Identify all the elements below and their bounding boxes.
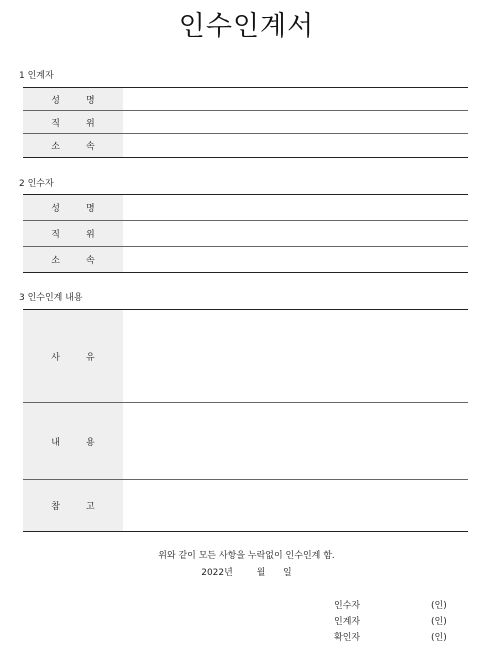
- section-1-label: 1 인계자: [19, 71, 54, 81]
- content-row: [23, 403, 468, 480]
- handover-receiver-table: [23, 194, 468, 273]
- name-row: [23, 195, 468, 221]
- document-title: 인수인계서: [178, 11, 315, 42]
- handover-giver-table: [23, 87, 468, 158]
- reason-label-char-2: 유: [86, 352, 95, 363]
- notes-label: [23, 480, 123, 531]
- date-month: 월: [256, 568, 266, 578]
- position-label-char-2: 위: [86, 230, 95, 240]
- content-label-char-1: 내: [51, 437, 60, 448]
- seal-mark: (인): [431, 633, 447, 643]
- date-line: [0, 565, 493, 578]
- notes-label-char-1: 참: [51, 502, 60, 512]
- position-row: [23, 111, 468, 134]
- name-label: [23, 88, 123, 110]
- reason-value[interactable]: [123, 310, 468, 402]
- content-label: [23, 403, 123, 479]
- reason-label-char-1: 사: [51, 352, 60, 363]
- name-value[interactable]: [123, 195, 468, 220]
- name-label-char-2: 명: [86, 95, 95, 106]
- department-label-char-1: 소: [51, 142, 60, 152]
- department-label: [23, 134, 123, 157]
- section-2-label: 2 인수자: [19, 179, 54, 189]
- notes-label-char-2: 고: [86, 502, 95, 512]
- department-label-char-2: 속: [86, 142, 95, 152]
- position-value[interactable]: [123, 111, 468, 133]
- notes-row: [23, 480, 468, 531]
- date-day: 일: [283, 568, 292, 578]
- seal-mark: (인): [431, 601, 447, 611]
- position-label-char-1: 직: [51, 118, 60, 129]
- reason-row: [23, 310, 468, 403]
- signature-role: 인수자: [334, 601, 361, 611]
- content-label-char-2: 용: [86, 437, 95, 448]
- name-label: [23, 195, 123, 220]
- department-row: [23, 134, 468, 157]
- department-label: [23, 247, 123, 272]
- content-value[interactable]: [123, 403, 468, 479]
- signature-role: 인계자: [334, 617, 361, 627]
- position-label: [23, 221, 123, 246]
- confirmation-statement: 위와 같이 모든 사항을 누락없이 인수인계 함.: [158, 551, 335, 561]
- position-label-char-2: 위: [86, 118, 95, 129]
- department-row: [23, 247, 468, 272]
- section-3-label: 3 인수인계 내용: [19, 293, 83, 303]
- name-row: [23, 88, 468, 111]
- name-label-char-1: 성: [51, 95, 60, 106]
- department-value[interactable]: [123, 247, 468, 272]
- date-year: 2022년: [201, 568, 233, 578]
- handover-content-table: [23, 309, 468, 532]
- position-label-char-1: 직: [51, 230, 60, 240]
- notes-value[interactable]: [123, 480, 468, 531]
- department-label-char-1: 소: [51, 256, 60, 266]
- signature-role: 확인자: [334, 633, 361, 643]
- reason-label: [23, 310, 123, 402]
- seal-mark: (인): [431, 617, 447, 627]
- name-label-char-1: 성: [51, 204, 60, 214]
- name-value[interactable]: [123, 88, 468, 110]
- name-label-char-2: 명: [86, 204, 95, 214]
- department-value[interactable]: [123, 134, 468, 157]
- department-label-char-2: 속: [86, 256, 95, 266]
- position-label: [23, 111, 123, 133]
- position-value[interactable]: [123, 221, 468, 246]
- position-row: [23, 221, 468, 247]
